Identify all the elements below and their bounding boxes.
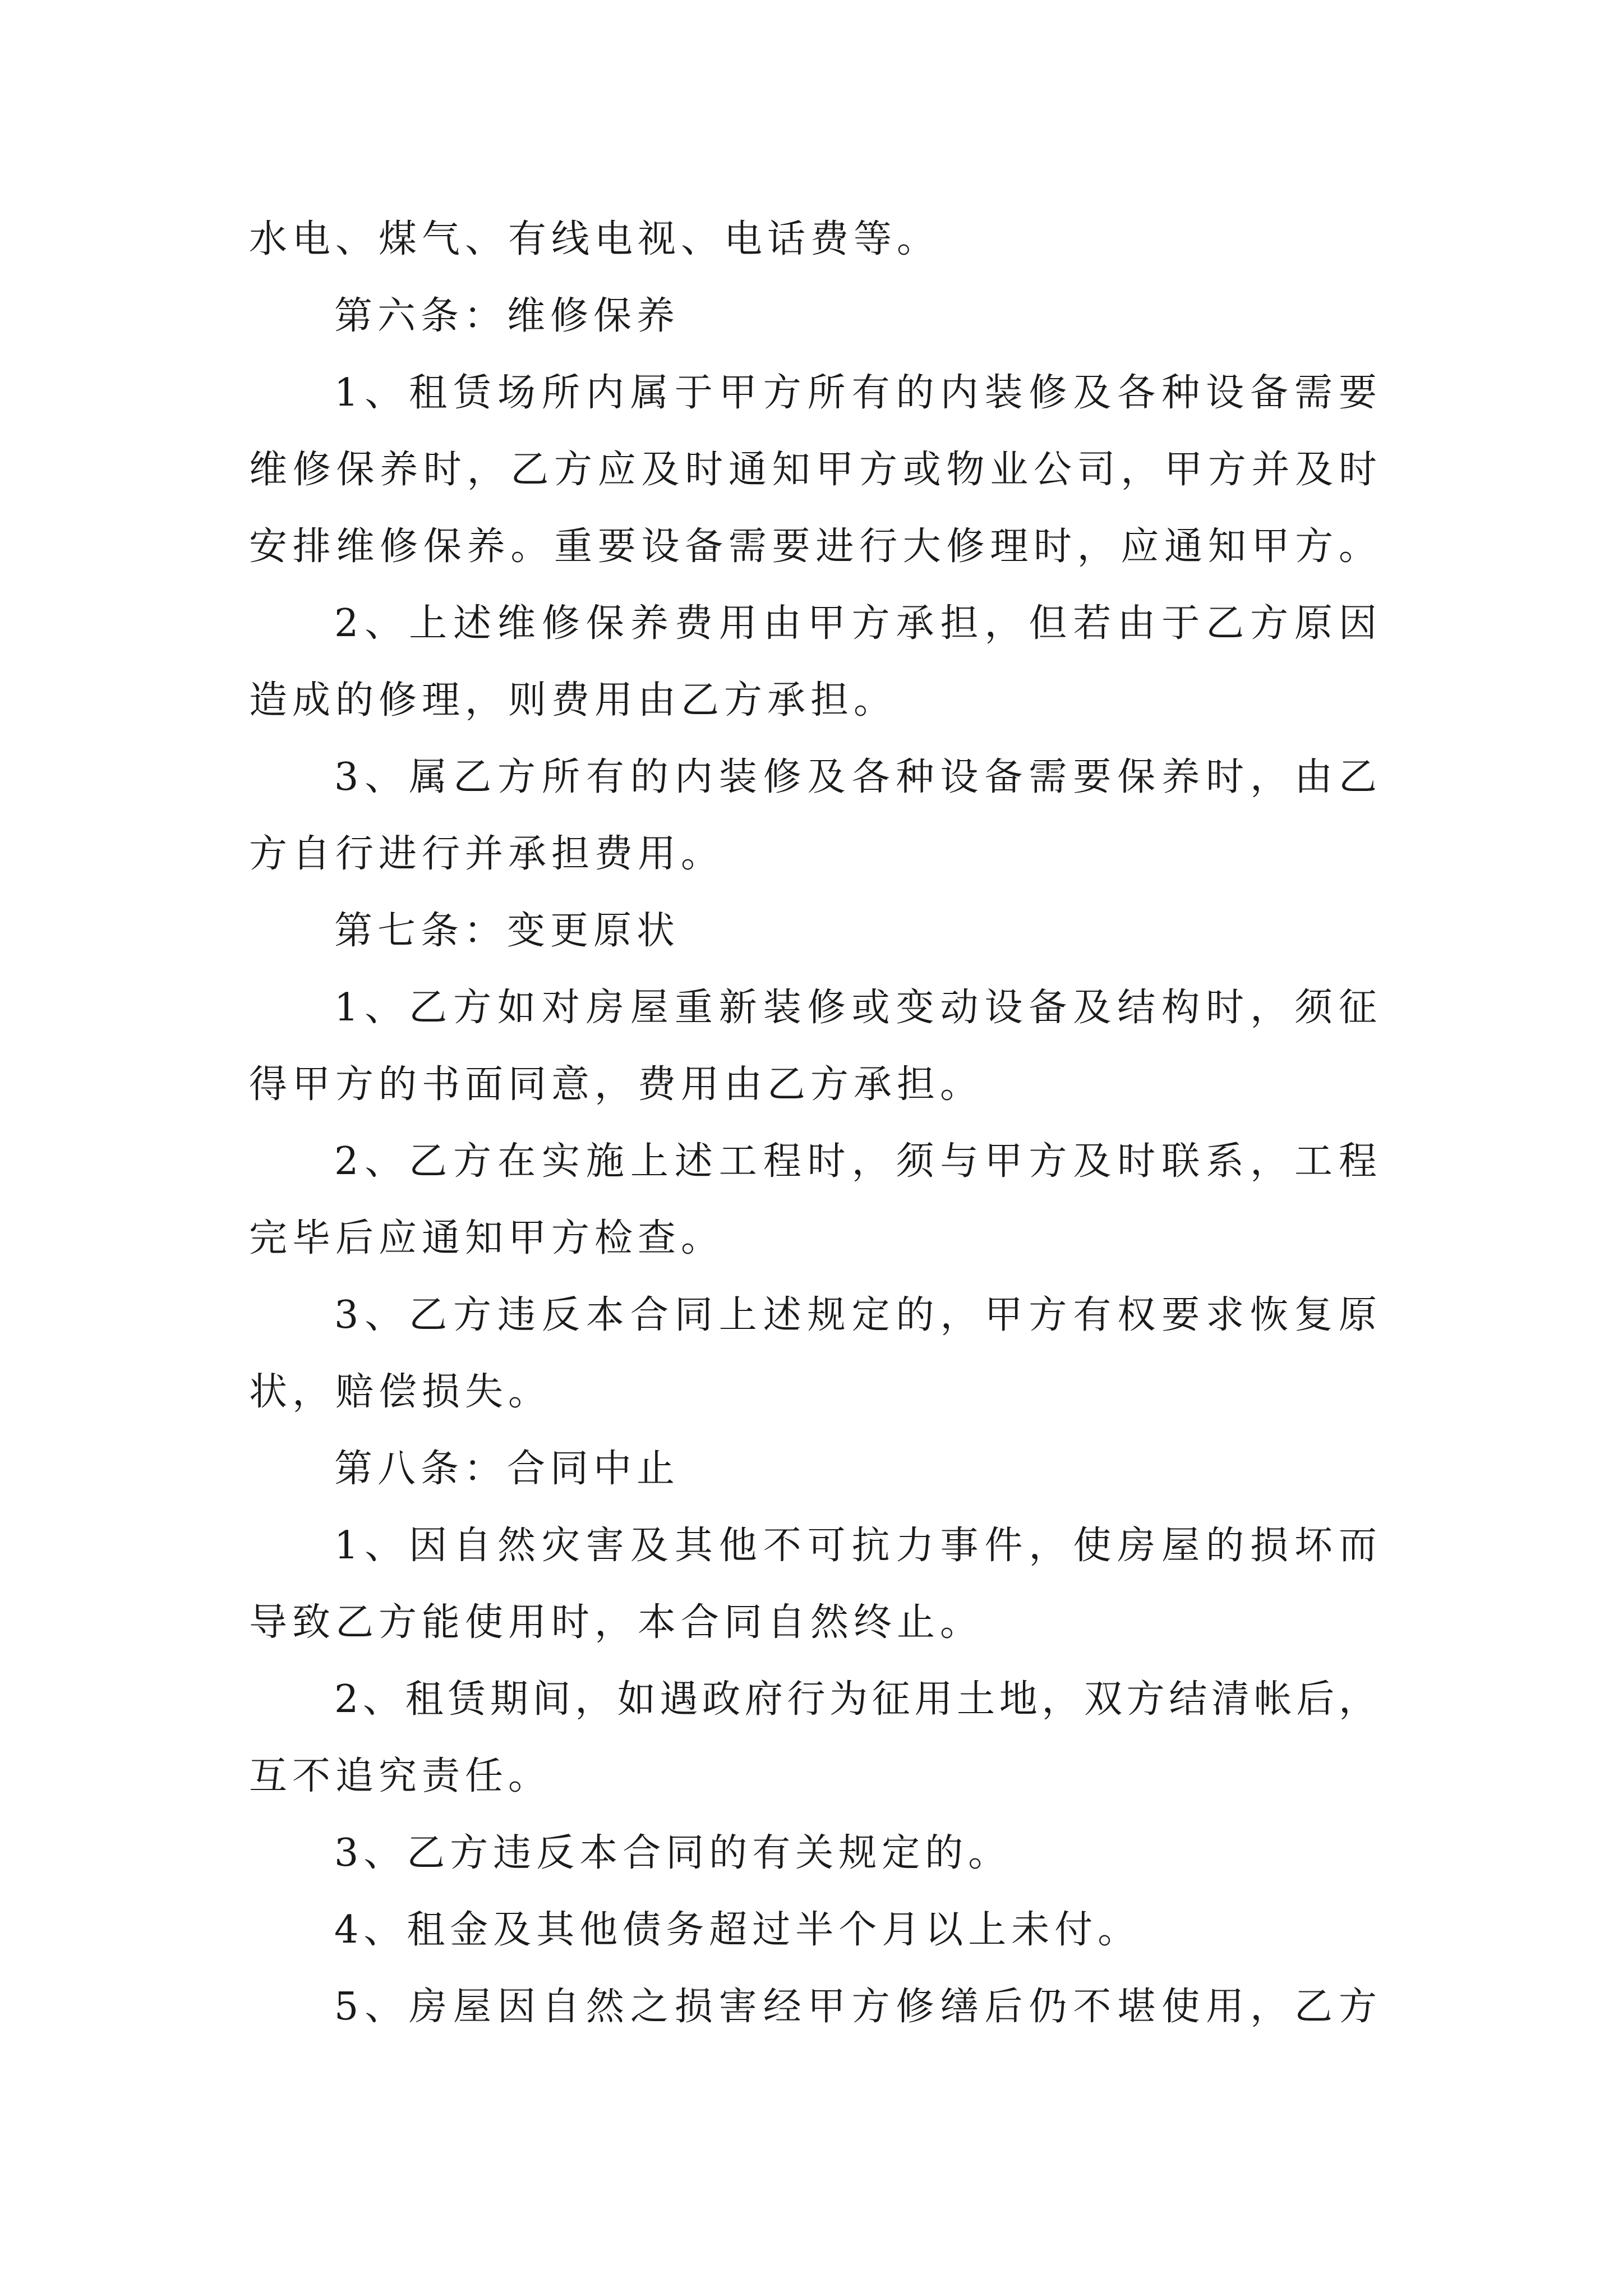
clause-line: 1、因自然灾害及其他不可抗力事件，使房屋的损坏而: [334, 1524, 1377, 1568]
clause-line: 互不追究责任。: [249, 1754, 552, 1798]
clause-line: 导致乙方能使用时，本合同自然终止。: [249, 1600, 984, 1645]
clause-line: 得甲方的书面同意，费用由乙方承担。: [249, 1062, 984, 1107]
clause-line: 方自行进行并承担费用。: [249, 832, 725, 876]
article-7-heading: 第七条：变更原状: [334, 909, 680, 953]
article-6-heading: 第六条：维修保养: [334, 294, 680, 338]
clause-line: 3、乙方违反本合同的有关规定的。: [334, 1831, 1012, 1875]
clause-line: 安排维修保养。重要设备需要进行大修理时，应通知甲方。: [249, 524, 1377, 569]
clause-line: 2、租赁期间，如遇政府行为征用土地，双方结清帐后，: [334, 1677, 1377, 1722]
clause-line: 完毕后应通知甲方检查。: [249, 1216, 725, 1260]
clause-line: 4、租金及其他债务超过半个月以上未付。: [334, 1908, 1141, 1952]
clause-line: 造成的修理，则费用由乙方承担。: [249, 678, 897, 723]
clause-line: 5、房屋因自然之损害经甲方修缮后仍不堪使用，乙方: [334, 1985, 1377, 2029]
clause-line: 3、属乙方所有的内装修及各种设备需要保养时，由乙: [334, 755, 1377, 799]
clause-line: 水电、煤气、有线电视、电话费等。: [249, 217, 940, 261]
clause-line: 1、乙方如对房屋重新装修或变动设备及结构时，须征: [334, 986, 1377, 1030]
clause-line: 2、乙方在实施上述工程时，须与甲方及时联系，工程: [334, 1139, 1377, 1184]
clause-line: 状，赔偿损失。: [249, 1370, 552, 1414]
article-8-heading: 第八条：合同中止: [334, 1447, 680, 1491]
clause-line: 1、租赁场所内属于甲方所有的内装修及各种设备需要: [334, 371, 1377, 415]
clause-line: 2、上述维修保养费用由甲方承担，但若由于乙方原因: [334, 601, 1377, 646]
clause-line: 维修保养时，乙方应及时通知甲方或物业公司，甲方并及时: [249, 448, 1377, 492]
document-body: [249, 201, 1377, 2045]
clause-line: 3、乙方违反本合同上述规定的，甲方有权要求恢复原: [334, 1293, 1377, 1337]
